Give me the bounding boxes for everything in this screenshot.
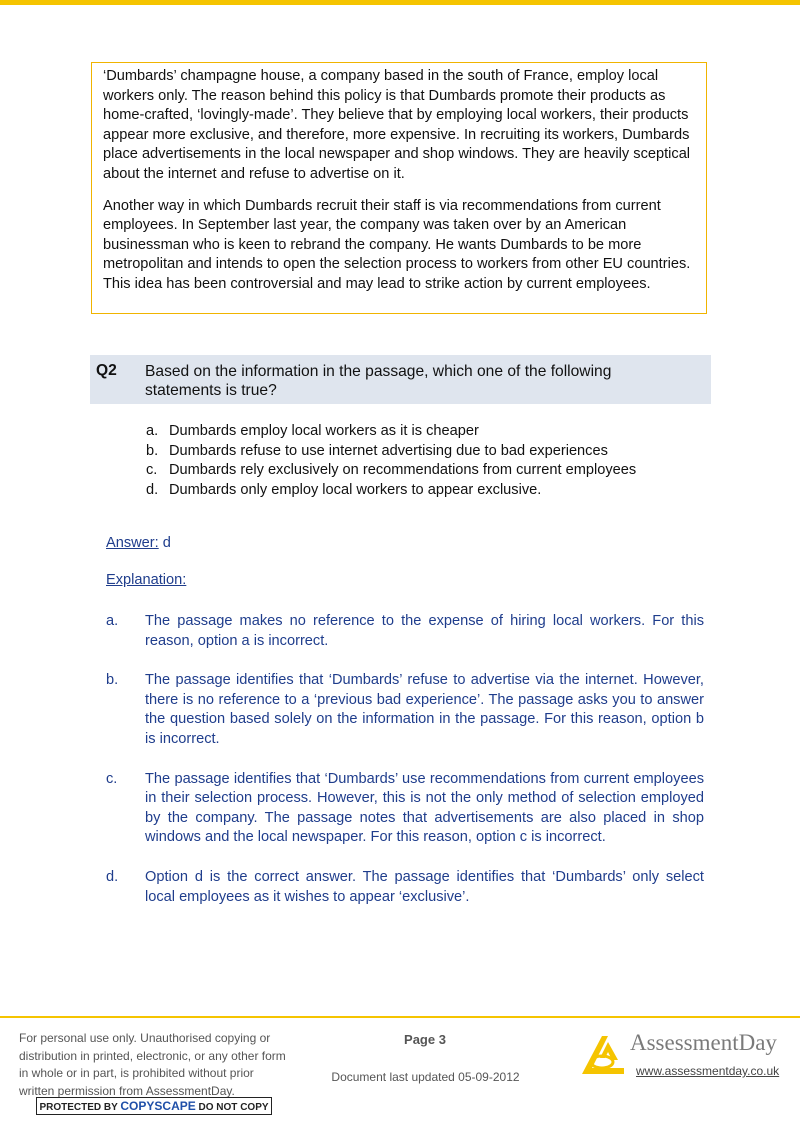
explanation-text: The passage identifies that ‘Dumbards’ use recommendations from current employees in their selection process. However, this is not the only method of selection employed by the company. The passage notes that advertisements are also placed in shop windows and the local newspaper. For this reason, option c is incorrect.: [145, 770, 704, 846]
question-text: Based on the information in the passage, which one of the following statements is true?: [145, 363, 612, 399]
explanation-heading: Explanation:: [106, 572, 187, 588]
copyscape-brand: COPYSCAPE: [120, 1099, 196, 1113]
option-letter: c.: [146, 462, 158, 479]
website-link[interactable]: www.assessmentday.co.uk: [636, 1064, 780, 1078]
option-text: Dumbards rely exclusively on recommendations from current employees: [169, 462, 637, 479]
passage-paragraph-2: Another way in which Dumbards recruit their staff is via recommendations from current employees. In September last year, the company was taken over by an American businessman who is keen to rebrand the company. He wants Dumbards to be more metropolitan and intends to open the selection process to workers from other EU countries. This idea has been controversial and may lead to strike action by current employees.: [103, 197, 691, 292]
option-c: [146, 461, 706, 481]
explanation-item-a: [106, 612, 704, 651]
last-updated: Document last updated 05-09-2012: [331, 1070, 520, 1084]
answer-label: Answer:: [106, 535, 159, 551]
option-letter: d.: [146, 481, 159, 498]
explanation-letter: b.: [106, 672, 119, 689]
answer-value: d: [158, 535, 171, 551]
copyscape-badge[interactable]: [36, 1097, 272, 1115]
logo-wordmark: AssessmentDay: [630, 1030, 777, 1055]
option-text: Dumbards refuse to use internet advertising due to bad experiences: [169, 442, 608, 459]
assessmentday-logo-icon: [578, 1030, 632, 1076]
answer-options: [146, 422, 706, 500]
explanation-text: The passage makes no reference to the expense of hiring local workers. For this reason, option a is incorrect.: [145, 613, 704, 649]
page-number: Page 3: [404, 1032, 446, 1047]
option-d: [146, 481, 706, 501]
passage-paragraph-1: ‘Dumbards’ champagne house, a company based in the south of France, employ local workers only. The reason behind this policy is that Dumbards promote their products as home-crafted, ‘lovingly-made’. They believe that by employing local workers, their products appear more exclusive, and therefore, more expensive. In recruiting its workers, Dumbards place advertisements in the local newspaper and shop windows. They are heavily sceptical about the internet and refuse to advertise on it.: [103, 68, 691, 182]
option-letter: b.: [146, 442, 159, 459]
top-accent-rule: [0, 0, 800, 5]
option-a: [146, 422, 706, 442]
option-b: [146, 442, 706, 462]
option-text: Dumbards employ local workers as it is cheaper: [169, 423, 479, 439]
footer-accent-rule: [0, 1016, 800, 1018]
option-letter: a.: [146, 423, 159, 439]
question-band: [90, 355, 711, 404]
explanation-item-d: [106, 868, 704, 907]
explanation-item-c: [106, 770, 704, 848]
option-text: Dumbards only employ local workers to appear exclusive.: [169, 481, 542, 498]
copyright-notice: For personal use only. Unauthorised copying or distribution in printed, electronic, or any other form in whole or in part, is prohibited without prior written permission from AssessmentDay.: [19, 1031, 286, 1098]
explanation-list: [106, 612, 704, 927]
explanation-letter: c.: [106, 770, 118, 787]
question-number: Q2: [96, 362, 117, 379]
explanation-text: The passage identifies that ‘Dumbards’ refuse to advertise via the internet. However, there is no reference to a ‘previous bad experience’. The passage asks you to answer the question based solely on the information in the passage. For this reason, option b is incorrect.: [145, 672, 704, 747]
explanation-letter: d.: [106, 868, 119, 885]
passage-box: [91, 62, 707, 314]
explanation-text: Option d is the correct answer. The passage identifies that ‘Dumbards’ only select local employees as it wishes to appear ‘exclusive’.: [145, 868, 704, 905]
explanation-item-b: [106, 671, 704, 749]
answer-line: [106, 535, 171, 551]
explanation-letter: a.: [106, 613, 119, 629]
copyscape-pre: PROTECTED BY: [39, 1102, 121, 1113]
copyscape-post: DO NOT COPY: [195, 1102, 269, 1113]
